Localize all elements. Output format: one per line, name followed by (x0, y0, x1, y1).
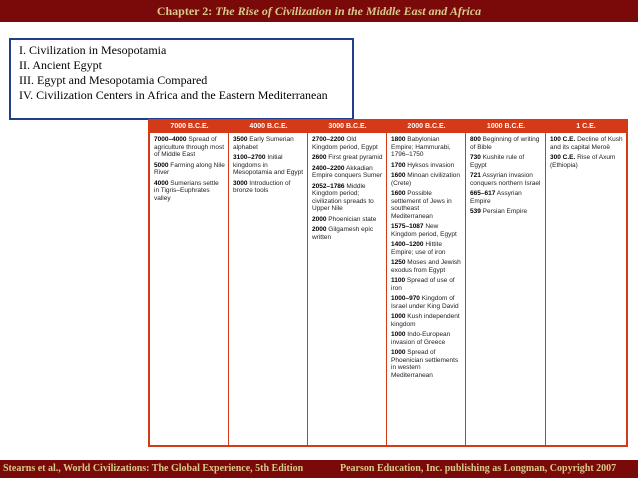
timeline-entry-text: Moses and Jewish exodus from Egypt (391, 259, 461, 274)
timeline-entry (391, 259, 462, 274)
timeline-column (546, 133, 626, 445)
chapter-title: The Rise of Civilization in the Middle East and Africa (215, 4, 482, 18)
timeline-header-cell: 2000 B.C.E. (407, 123, 446, 130)
timeline-column (466, 133, 546, 445)
timeline-entry-text: First great pyramid (328, 154, 383, 161)
timeline-entry-date: 7000–4000 (154, 136, 187, 143)
timeline-entry-text: Minoan civilization (Crete) (391, 172, 461, 187)
timeline-entry-date: 2600 (312, 154, 327, 161)
slide-title-bar (0, 0, 638, 22)
timeline-entry-date: 1000 (391, 349, 406, 356)
timeline-entry (391, 313, 462, 328)
timeline-entry-date: 721 (470, 172, 481, 179)
timeline-entry-date: 2400–2200 (312, 164, 345, 172)
timeline-entry-text: Farming along Nile River (154, 161, 225, 176)
timeline-entry-date: 3000 (233, 179, 248, 187)
timeline-entry (470, 208, 542, 216)
timeline-entry-date: 1250 (391, 259, 406, 266)
outline-item: I. Civilization in Mesopotamia (19, 43, 167, 57)
timeline-entry (154, 180, 225, 203)
timeline-entry-text: Assyrian invasion conquers northern Israel (470, 172, 541, 187)
timeline-entry (391, 136, 462, 159)
timeline-entry-text: Beginning of writing of Bible (470, 136, 540, 151)
timeline-entry (154, 136, 225, 159)
timeline-entry-text: Assyrian Empire (470, 190, 522, 205)
timeline-entry-text: Spread of agriculture through most of Middle East (154, 136, 225, 158)
timeline-entry-date: 2000 (312, 226, 327, 233)
timeline-entry-date: 4000 (154, 179, 169, 187)
outline-item: III. Egypt and Mesopotamia Compared (19, 73, 208, 87)
timeline-entry (233, 136, 304, 151)
timeline-entry (391, 295, 462, 310)
timeline-entry-text: Old Kingdom period, Egypt (312, 136, 378, 151)
timeline-entry-date: 730 (470, 154, 481, 161)
timeline-entry (312, 216, 383, 224)
timeline-entry-text: Kush independent kingdom (391, 313, 460, 328)
timeline-entry-date: 1600 (391, 190, 406, 197)
timeline-entry (391, 241, 462, 256)
timeline-entry (391, 190, 462, 220)
timeline-entry (470, 172, 542, 187)
slide-footer (0, 460, 638, 478)
timeline-entry-text: Babylonian Empire; Hammurabi, 1796–1750 (391, 136, 451, 158)
timeline-entry-date: 300 C.E. (550, 154, 576, 161)
timeline-column (308, 133, 387, 445)
timeline-entry-text: Sumerians settle in Tigris–Euphrates valley (154, 179, 219, 202)
timeline-entry (154, 162, 225, 177)
timeline-entry-text: Introduction of bronze tools (233, 179, 291, 194)
timeline-column (229, 133, 308, 445)
timeline-entry-date: 100 C.E. (550, 136, 576, 143)
timeline-entry-date: 539 (470, 208, 481, 215)
footer-copyright: Pearson Education, Inc. publishing as Longman, Copyright 2007 (340, 463, 617, 474)
timeline-entry (391, 277, 462, 292)
timeline-entry-date: 5000 (154, 161, 169, 169)
timeline-header (150, 121, 626, 133)
timeline-entry-date: 2700–2200 (312, 136, 345, 143)
timeline-column (387, 133, 466, 445)
timeline-entry (312, 226, 383, 241)
timeline-entry (312, 165, 383, 180)
timeline-entry-text: Middle Kingdom period; civilization spreads to Upper Nile (312, 182, 374, 212)
timeline-entry (391, 331, 462, 346)
timeline-entry-date: 1800 (391, 136, 406, 143)
timeline-entry-date: 2052–1786 (312, 182, 345, 190)
timeline-header-cell: 1000 B.C.E. (486, 123, 526, 130)
timeline-entry-text: Hyksos invasion (407, 161, 455, 169)
footer-citation: Stearns et al., World Civilizations: The Global Experience, 5th Edition (3, 463, 304, 474)
timeline-header-cell: 4000 B.C.E. (249, 123, 288, 130)
timeline-entry-date: 1400–1200 (391, 241, 424, 248)
timeline-column (150, 133, 229, 445)
timeline-entry (391, 162, 462, 170)
timeline-entry-date: 1575–1087 (391, 223, 424, 230)
timeline-entry-text: Hittite Empire; use of iron (391, 241, 446, 256)
timeline-entry-text: Rise of Axum (Ethiopia) (550, 154, 616, 169)
timeline-entry-date: 3100–2700 (233, 154, 266, 161)
timeline-chart (148, 119, 628, 447)
timeline-entry (391, 223, 462, 238)
timeline-entry (550, 136, 623, 151)
timeline-entry-text: Gilgamesh epic written (312, 226, 374, 241)
timeline-entry-date: 2000 (312, 215, 327, 223)
timeline-entry-date: 1100 (391, 277, 406, 284)
timeline-entry-text: Kushite rule of Egypt (470, 154, 525, 169)
timeline-header-cell: 1 C.E. (576, 123, 596, 130)
timeline-header-cell: 7000 B.C.E. (170, 123, 209, 130)
timeline-entry-date: 800 (470, 136, 481, 143)
timeline-entry (312, 136, 383, 151)
timeline-entry (391, 172, 462, 187)
timeline-entry-date: 1600 (391, 172, 406, 179)
timeline-entry (312, 154, 383, 162)
timeline-entry-text: Early Sumerian alphabet (233, 136, 294, 151)
timeline-entry-text: Decline of Kush and its capital Meroë (550, 136, 623, 151)
timeline-entry-date: 1700 (391, 161, 406, 169)
timeline-entry-text: Indo-European invasion of Greece (391, 331, 451, 346)
timeline-entry-text: Phoenician state (328, 215, 377, 223)
timeline-entry (233, 154, 304, 177)
timeline-entry-text: Initial kingdoms in Mesopotamia and Egypt (233, 154, 304, 176)
timeline-entry-date: 1000 (391, 331, 406, 338)
chapter-outline-box (9, 38, 354, 120)
timeline-entry-text: Persian Empire (482, 208, 528, 215)
timeline-entry (391, 349, 462, 379)
timeline-entry-date: 1000 (391, 313, 406, 320)
timeline-entry (312, 183, 383, 213)
chapter-label: Chapter 2: (156, 4, 213, 18)
timeline-entry (550, 154, 623, 169)
timeline-entry (470, 190, 542, 205)
timeline-entry-date: 3500 (233, 136, 248, 143)
timeline-entry (470, 136, 542, 151)
timeline-entry-text: New Kingdom period, Egypt (391, 223, 457, 238)
timeline-entry-date: 665–617 (470, 190, 496, 197)
timeline-entry-date: 1000–970 (391, 295, 420, 302)
timeline-entry-text: Spread of Phoenician settlements in western Mediterranean (391, 349, 459, 379)
timeline-entry-text: Spread of use of iron (391, 277, 455, 292)
timeline-entry (470, 154, 542, 169)
timeline-entry-text: Kingdom of Israel under King David (391, 295, 459, 310)
timeline-entry-text: Possible settlement of Jews in southeast Mediterranean (391, 190, 452, 220)
outline-item: IV. Civilization Centers in Africa and the Eastern Mediterranean (19, 88, 328, 102)
timeline-entry (233, 180, 304, 195)
outline-item: II. Ancient Egypt (19, 58, 102, 72)
timeline-header-cell: 3000 B.C.E. (328, 123, 367, 130)
timeline-entry-text: Akkadian Empire conquers Sumer (312, 164, 383, 179)
